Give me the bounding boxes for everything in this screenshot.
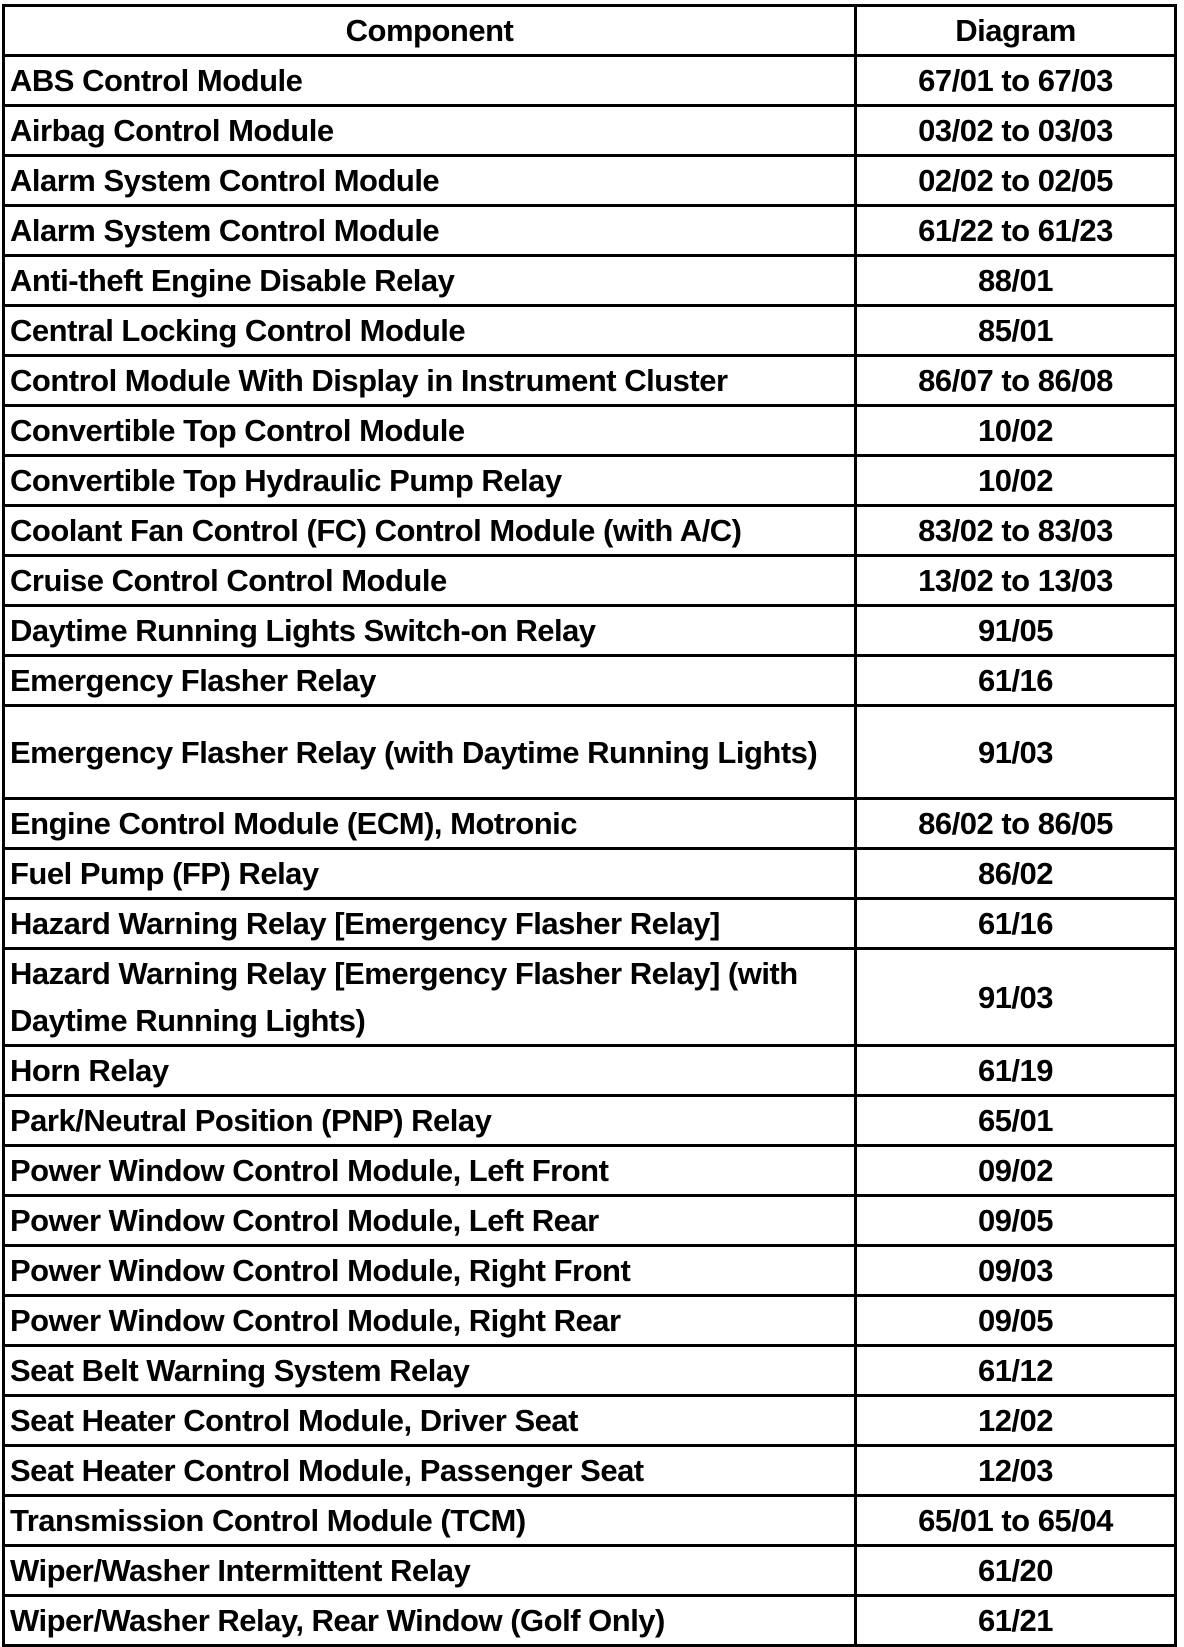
diagram-cell: 61/16 <box>856 656 1176 706</box>
diagram-cell: 12/02 <box>856 1396 1176 1446</box>
table-row <box>4 506 1176 556</box>
component-diagram-table <box>2 4 1177 1647</box>
component-cell: Hazard Warning Relay [Emergency Flasher Relay] <box>4 899 856 949</box>
diagram-cell: 61/16 <box>856 899 1176 949</box>
component-cell: Airbag Control Module <box>4 106 856 156</box>
diagram-cell: 09/05 <box>856 1196 1176 1246</box>
diagram-cell: 65/01 to 65/04 <box>856 1496 1176 1546</box>
component-cell: Seat Belt Warning System Relay <box>4 1346 856 1396</box>
diagram-cell: 67/01 to 67/03 <box>856 56 1176 106</box>
column-header-diagram: Diagram <box>856 6 1176 56</box>
table-row <box>4 406 1176 456</box>
table-row <box>4 1596 1176 1646</box>
diagram-cell: 85/01 <box>856 306 1176 356</box>
table-row <box>4 706 1176 799</box>
diagram-cell: 10/02 <box>856 456 1176 506</box>
table-header-row <box>4 6 1176 56</box>
diagram-cell: 91/03 <box>856 949 1176 1046</box>
component-cell: Seat Heater Control Module, Driver Seat <box>4 1396 856 1446</box>
table-row <box>4 849 1176 899</box>
table-row <box>4 1446 1176 1496</box>
table-row <box>4 256 1176 306</box>
diagram-cell: 83/02 to 83/03 <box>856 506 1176 556</box>
component-cell: Daytime Running Lights Switch-on Relay <box>4 606 856 656</box>
component-cell: Power Window Control Module, Right Rear <box>4 1296 856 1346</box>
diagram-cell: 61/20 <box>856 1546 1176 1596</box>
component-cell: Convertible Top Control Module <box>4 406 856 456</box>
table-row <box>4 606 1176 656</box>
component-cell: Alarm System Control Module <box>4 206 856 256</box>
diagram-cell: 86/02 to 86/05 <box>856 799 1176 849</box>
diagram-cell: 65/01 <box>856 1096 1176 1146</box>
diagram-cell: 91/03 <box>856 706 1176 799</box>
table-row <box>4 206 1176 256</box>
table-row <box>4 899 1176 949</box>
table-row <box>4 1346 1176 1396</box>
table-row <box>4 156 1176 206</box>
component-cell: Power Window Control Module, Left Rear <box>4 1196 856 1246</box>
table-row <box>4 556 1176 606</box>
table-row <box>4 1196 1176 1246</box>
diagram-cell: 09/02 <box>856 1146 1176 1196</box>
component-cell: Cruise Control Control Module <box>4 556 856 606</box>
table-row <box>4 1096 1176 1146</box>
table-row <box>4 656 1176 706</box>
component-cell: Anti-theft Engine Disable Relay <box>4 256 856 306</box>
table-row <box>4 1046 1176 1096</box>
diagram-cell: 09/03 <box>856 1246 1176 1296</box>
diagram-cell: 86/02 <box>856 849 1176 899</box>
diagram-cell: 61/21 <box>856 1596 1176 1646</box>
diagram-cell: 09/05 <box>856 1296 1176 1346</box>
table-row <box>4 1146 1176 1196</box>
diagram-cell: 86/07 to 86/08 <box>856 356 1176 406</box>
component-cell: Coolant Fan Control (FC) Control Module (with A/C) <box>4 506 856 556</box>
table-row <box>4 56 1176 106</box>
component-cell: Transmission Control Module (TCM) <box>4 1496 856 1546</box>
component-cell: Convertible Top Hydraulic Pump Relay <box>4 456 856 506</box>
table-row <box>4 306 1176 356</box>
diagram-cell: 13/02 to 13/03 <box>856 556 1176 606</box>
table-row <box>4 356 1176 406</box>
component-cell: Horn Relay <box>4 1046 856 1096</box>
component-cell: Control Module With Display in Instrument Cluster <box>4 356 856 406</box>
table-row <box>4 799 1176 849</box>
column-header-component: Component <box>4 6 856 56</box>
table-row <box>4 1496 1176 1546</box>
component-cell: Central Locking Control Module <box>4 306 856 356</box>
component-cell: Alarm System Control Module <box>4 156 856 206</box>
component-cell: Park/Neutral Position (PNP) Relay <box>4 1096 856 1146</box>
component-cell: ABS Control Module <box>4 56 856 106</box>
diagram-cell: 88/01 <box>856 256 1176 306</box>
component-cell: Emergency Flasher Relay <box>4 656 856 706</box>
component-cell: Emergency Flasher Relay (with Daytime Running Lights) <box>4 706 856 799</box>
component-cell: Wiper/Washer Relay, Rear Window (Golf Only) <box>4 1596 856 1646</box>
table-row <box>4 1546 1176 1596</box>
component-cell: Fuel Pump (FP) Relay <box>4 849 856 899</box>
diagram-cell: 02/02 to 02/05 <box>856 156 1176 206</box>
component-cell: Wiper/Washer Intermittent Relay <box>4 1546 856 1596</box>
table-row <box>4 456 1176 506</box>
diagram-cell: 03/02 to 03/03 <box>856 106 1176 156</box>
component-cell: Power Window Control Module, Left Front <box>4 1146 856 1196</box>
component-cell: Hazard Warning Relay [Emergency Flasher Relay] (with Daytime Running Lights) <box>4 949 856 1046</box>
diagram-cell: 10/02 <box>856 406 1176 456</box>
table-row <box>4 106 1176 156</box>
diagram-cell: 61/19 <box>856 1046 1176 1096</box>
diagram-cell: 61/12 <box>856 1346 1176 1396</box>
component-cell: Power Window Control Module, Right Front <box>4 1246 856 1296</box>
diagram-cell: 12/03 <box>856 1446 1176 1496</box>
diagram-cell: 91/05 <box>856 606 1176 656</box>
table-row <box>4 1396 1176 1446</box>
table-row <box>4 949 1176 1046</box>
component-cell: Engine Control Module (ECM), Motronic <box>4 799 856 849</box>
table-row <box>4 1296 1176 1346</box>
component-cell: Seat Heater Control Module, Passenger Seat <box>4 1446 856 1496</box>
diagram-cell: 61/22 to 61/23 <box>856 206 1176 256</box>
table-row <box>4 1246 1176 1296</box>
